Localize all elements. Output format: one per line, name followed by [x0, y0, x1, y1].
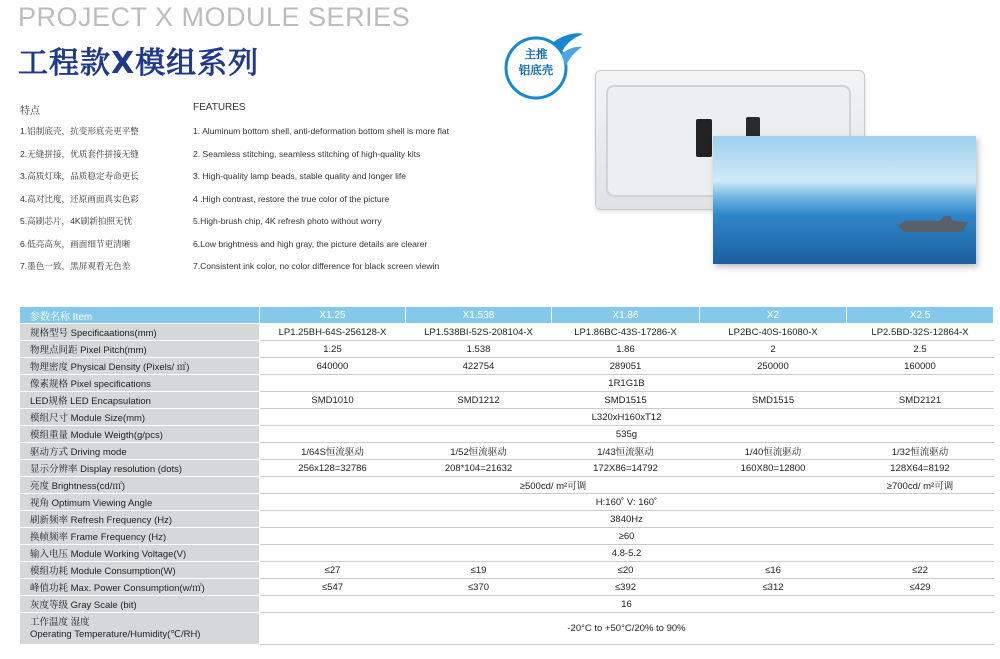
table-cell: 256x128=32786 [260, 460, 406, 477]
table-cell: 250000 [700, 358, 847, 375]
table-cell: 1/43恒流驱动 [552, 443, 700, 460]
row-label: 灰度等级 Gray Scale (bit) [20, 596, 260, 613]
row-label: 像素规格 Pixel specifications [20, 375, 260, 392]
table-row [20, 324, 994, 341]
table-cell: ≤19 [406, 562, 552, 579]
table-cell-merged: 1R1G1B [260, 375, 994, 392]
feature-item-en: 7.Consistent ink color, no color difference for black screen viewin [193, 261, 440, 271]
table-row [20, 528, 994, 545]
row-label: 规格型号 Specificaations(mm) [20, 324, 260, 341]
table-cell: 422754 [406, 358, 552, 375]
row-label: 刷新频率 Refresh Frequency (Hz) [20, 511, 260, 528]
table-cell: ≥700cd/ m²可调 [847, 477, 994, 494]
feature-item-cn: 6.低亮高灰，画面细节更清晰 [20, 238, 131, 249]
title-chinese: 工程款X模组系列 [18, 46, 260, 81]
header-model: X1.25 [260, 307, 406, 324]
feature-item-en: 3. High-quality lamp beads, stable quality and longer life [193, 171, 407, 181]
feature-item-cn: 7.墨色一致，黑屏观看无色差 [20, 261, 131, 271]
row-label: 驱动方式 Driving mode [20, 443, 260, 460]
table-row [20, 341, 994, 358]
row-label: 模组重量 Module Weigth(g/pcs) [20, 426, 260, 443]
table-cell-merged: H:160˚ V: 160˚ [260, 494, 994, 511]
feature-item-cn: 2.无缝拼接，优质套件拼接无缝 [20, 148, 139, 159]
header-model: X1.86 [552, 307, 700, 324]
table-cell: 160X80=12800 [700, 460, 847, 477]
row-label: 模组功耗 Module Consumption(W) [20, 562, 260, 579]
header-item: 参数名称 Item [20, 307, 260, 324]
table-row [20, 426, 994, 443]
table-row [20, 358, 994, 375]
table-cell: SMD1010 [260, 392, 406, 409]
features-list-en [193, 126, 449, 284]
row-label: 换帧频率 Frame Frequency (Hz) [20, 528, 260, 545]
feature-item-cn: 5.高刷芯片，4K刷新拍照无忧 [20, 216, 133, 226]
row-label-line: 工作温度 湿度 [30, 616, 90, 628]
table-cell: ≤370 [406, 579, 552, 596]
table-cell: SMD2121 [847, 392, 994, 409]
table-cell-merged: ≥500cd/ m²可调 [260, 477, 847, 494]
header-model: X2 [700, 307, 847, 324]
table-cell: ≤20 [552, 562, 700, 579]
table-cell: ≤16 [700, 562, 847, 579]
table-row [20, 409, 994, 426]
table-cell: LP1.86BC-43S-17286-X [552, 324, 700, 341]
header-model: X1.538 [406, 307, 552, 324]
feature-item-en: 2. Seamless stitching, seamless stitching of high-quality kits [193, 148, 421, 159]
table-row [20, 477, 994, 494]
table-cell-merged: -20°C to +50°C/20% to 90% [260, 613, 994, 645]
table-cell-merged: 16 [260, 596, 994, 613]
table-cell: SMD1515 [552, 392, 700, 409]
table-cell-merged: 4.8-5.2 [260, 545, 994, 562]
table-cell: ≤392 [552, 579, 700, 596]
row-label: LED规格 LED Encapsulation [20, 392, 260, 409]
table-cell: 1/32恒流驱动 [847, 443, 994, 460]
feature-item-cn: 1.铝制底壳，抗变形底壳更平整 [20, 126, 139, 136]
table-row [20, 562, 994, 579]
table-cell: 208*104=21632 [406, 460, 552, 477]
feature-item-cn: 4.高对比度，还原画面真实色彩 [20, 193, 139, 204]
badge-line-2: 铝底壳 [518, 63, 554, 77]
aircraft-carrier-image [898, 216, 968, 232]
table-cell: 2 [700, 341, 847, 358]
features-heading-en: FEATURES [193, 102, 246, 113]
table-cell: 289051 [552, 358, 700, 375]
table-row [20, 443, 994, 460]
table-cell: 160000 [847, 358, 994, 375]
spec-table-body [20, 324, 994, 645]
table-cell: LP2BC-40S-16080-X [700, 324, 847, 341]
table-cell: 1/64S恒流驱动 [260, 443, 406, 460]
table-row [20, 494, 994, 511]
table-cell: LP1.25BH-64S-256128-X [260, 324, 406, 341]
table-cell: 172X86=14792 [552, 460, 700, 477]
row-label-line: Operating Temperature/Humidity(℃/RH) [30, 628, 201, 640]
row-label: 视角 Optimum Viewing Angle [20, 494, 260, 511]
row-label: 输入电压 Module Working Voltage(V) [20, 545, 260, 562]
table-cell: 128X64=8192 [847, 460, 994, 477]
feature-item-cn: 3.高质灯珠，品质稳定寿命更长 [20, 171, 139, 181]
header-model: X2.5 [847, 307, 994, 324]
feature-item-en: 4 .High contrast, restore the true color of the picture [193, 193, 390, 204]
features-heading-cn: 特点 [20, 106, 40, 117]
table-row [20, 375, 994, 392]
table-cell-merged: ≥60 [260, 528, 994, 545]
row-label: 峰值功耗 Max. Power Consumption(w/㎡) [20, 579, 260, 596]
feature-item-en: 6.Low brightness and high gray, the picture details are clearer [193, 238, 428, 249]
table-row [20, 579, 994, 596]
table-cell: SMD1515 [700, 392, 847, 409]
row-label: 显示分辨率 Display resolution (dots) [20, 460, 260, 477]
table-row [20, 596, 994, 613]
features-list-cn [20, 126, 139, 284]
row-label: 物理点间距 Pixel Pitch(mm) [20, 341, 260, 358]
row-label [20, 613, 260, 645]
table-cell: ≤429 [847, 579, 994, 596]
table-cell: 1/40恒流驱动 [700, 443, 847, 460]
table-cell: LP2.5BD-32S-12864-X [847, 324, 994, 341]
recommended-badge [503, 30, 581, 102]
table-cell-merged: 3840Hz [260, 511, 994, 528]
table-cell: 1/52恒流驱动 [406, 443, 552, 460]
table-cell: ≤27 [260, 562, 406, 579]
table-row [20, 511, 994, 528]
feature-item-en: 1. Aluminum bottom shell, anti-deformation bottom shell is more flat [193, 126, 450, 136]
table-cell: 2.5 [847, 341, 994, 358]
table-cell: ≤312 [700, 579, 847, 596]
badge-line-1: 主推 [524, 47, 548, 61]
table-cell: ≤22 [847, 562, 994, 579]
table-row [20, 613, 994, 645]
table-cell: 1.86 [552, 341, 700, 358]
table-row [20, 392, 994, 409]
table-cell: 640000 [260, 358, 406, 375]
feature-item-en: 5.High-brush chip, 4K refresh photo without worry [193, 216, 382, 226]
spec-table [19, 306, 994, 645]
table-cell: SMD1212 [406, 392, 552, 409]
module-front-image [713, 136, 976, 264]
table-cell: 1.25 [260, 341, 406, 358]
table-cell-merged: L320xH160xT12 [260, 409, 994, 426]
spec-table-header [20, 307, 994, 324]
table-cell: LP1.538BI-52S-208104-X [406, 324, 552, 341]
row-label: 物理密度 Physical Density (Pixels/ ㎡) [20, 358, 260, 375]
row-label: 模组尺寸 Module Size(mm) [20, 409, 260, 426]
table-cell: 1.538 [406, 341, 552, 358]
table-cell-merged: 535g [260, 426, 994, 443]
row-label: 亮度 Brightness(cd/㎡) [20, 477, 260, 494]
table-row [20, 545, 994, 562]
title-english: PROJECT X MODULE SERIES [18, 2, 411, 32]
table-cell: ≤547 [260, 579, 406, 596]
table-row [20, 460, 994, 477]
